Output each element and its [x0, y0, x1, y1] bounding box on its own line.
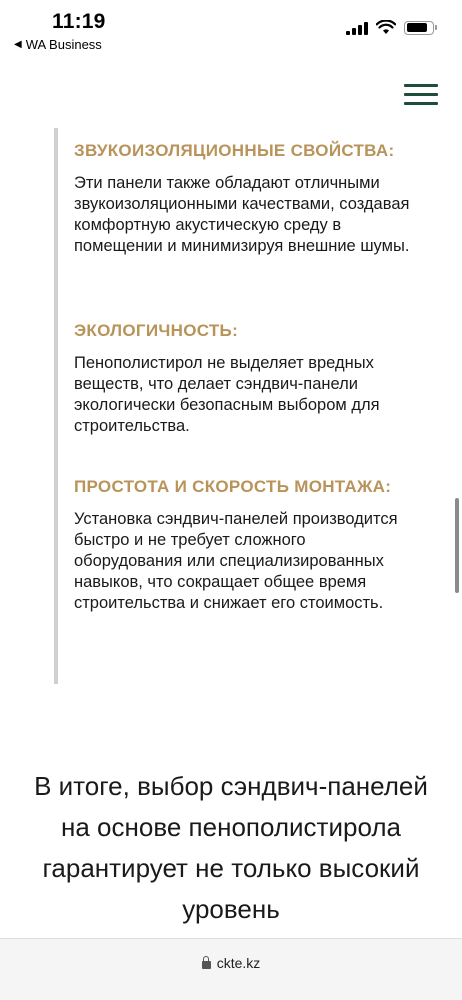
back-arrow-icon: ◀ — [14, 39, 22, 50]
wifi-icon — [376, 20, 396, 35]
back-app-label: WA Business — [25, 37, 102, 52]
feature-text: Эти панели также обладают отличными звукоизоляционными качествами, создавая комфортную акустическую среду в помещении и минимизируя внешние шумы. — [74, 174, 410, 255]
back-to-app-link[interactable] — [14, 37, 102, 52]
status-icons — [346, 20, 434, 35]
url-domain: ckte.kz — [216, 955, 261, 971]
browser-url-bar[interactable] — [0, 938, 462, 1000]
feature-heading: ЭКОЛОГИЧНОСТЬ: — [74, 321, 239, 340]
hamburger-menu-icon[interactable] — [404, 82, 438, 106]
battery-icon — [404, 21, 434, 35]
scrollbar-thumb[interactable] — [455, 498, 459, 593]
cellular-signal-icon — [346, 21, 368, 35]
url-display[interactable] — [0, 955, 462, 971]
status-time: 11:19 — [52, 10, 106, 33]
feature-text: Установка сэндвич-панелей производится быстро и не требует сложного оборудования или специализированных навыков, что сокращает общее время строительства и снижает его стоимость. — [74, 510, 398, 612]
lock-icon — [202, 961, 211, 969]
feature-heading: ЗВУКОИЗОЛЯЦИОННЫЕ СВОЙСТВА: — [74, 141, 395, 160]
feature-text: Пенополистирол не выделяет вредных веществ, что делает сэндвич-панели экологически безопасным выбором для строительства. — [74, 354, 380, 435]
feature-soundproofing — [74, 138, 414, 257]
feature-heading: ПРОСТОТА И СКОРОСТЬ МОНТАЖА: — [74, 477, 392, 496]
status-bar — [0, 0, 462, 60]
summary-paragraph: В итоге, выбор сэндвич-панелей на основе пенополистирола гарантирует не только высокий уровень — [34, 771, 428, 924]
feature-ecology — [74, 318, 414, 437]
feature-installation — [74, 474, 414, 614]
features-block — [54, 128, 414, 684]
